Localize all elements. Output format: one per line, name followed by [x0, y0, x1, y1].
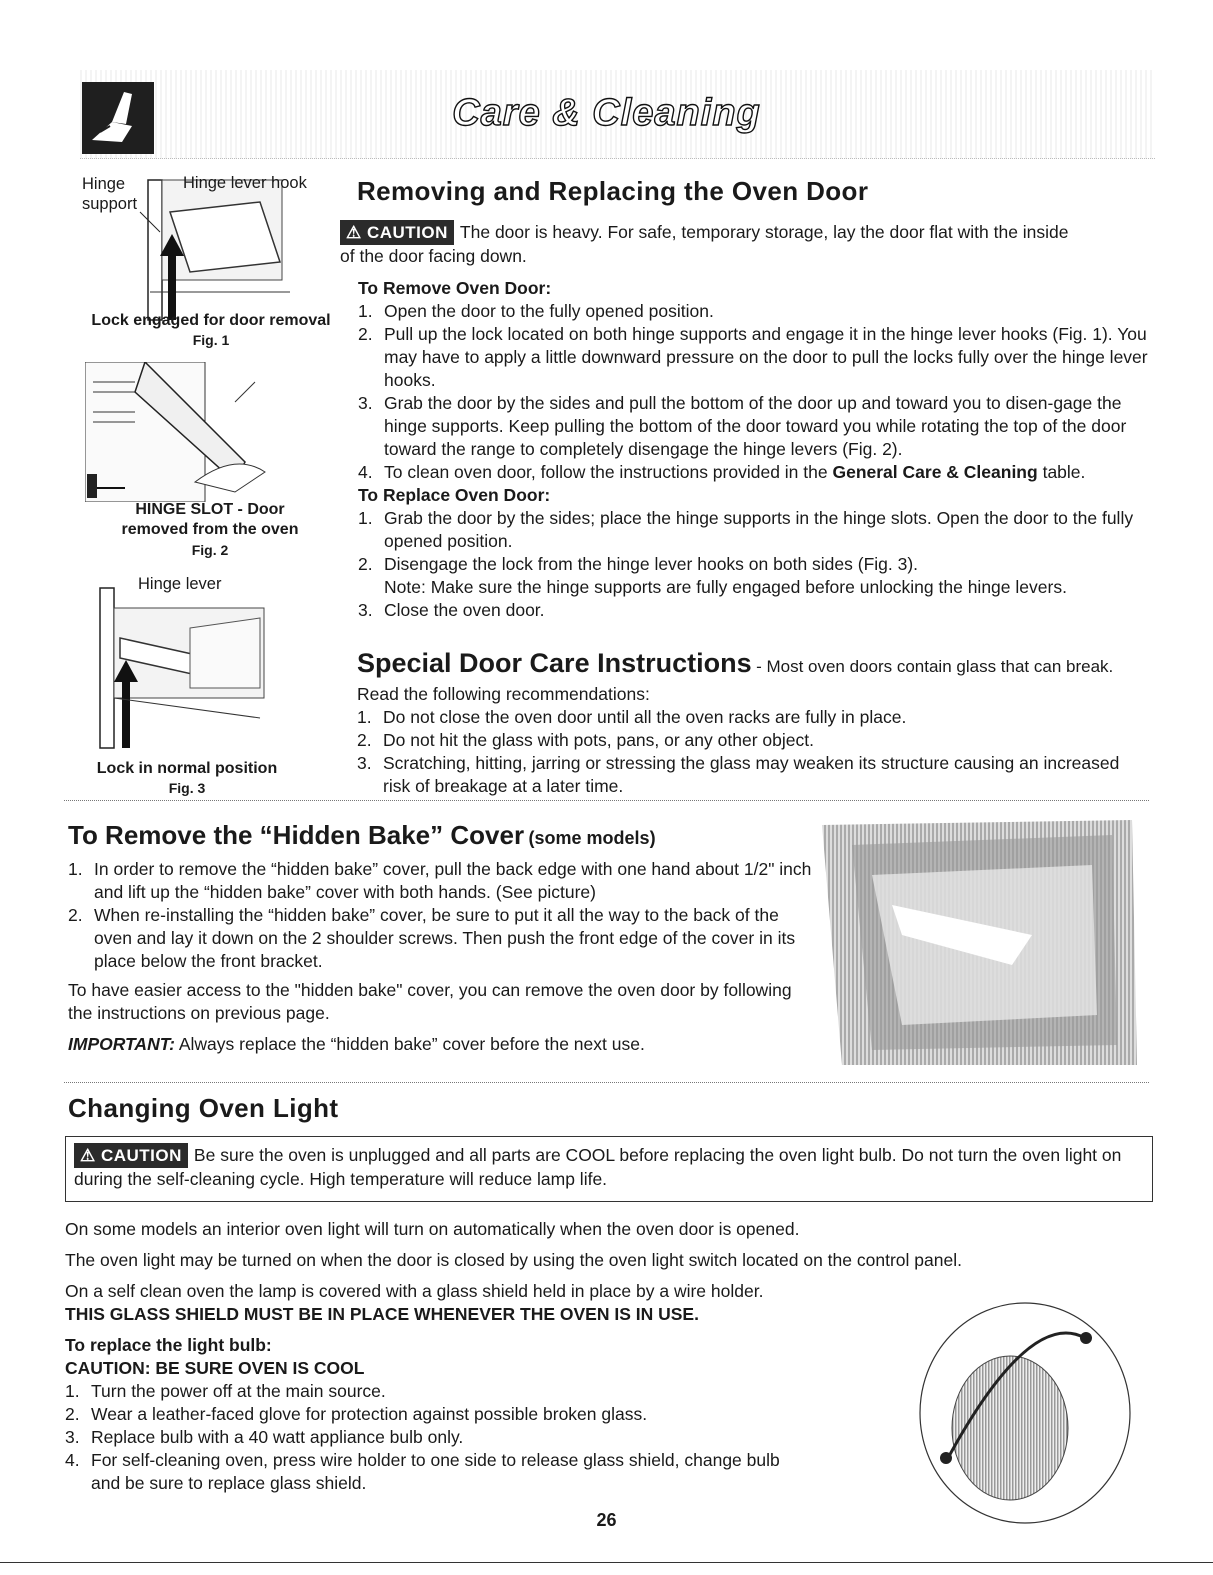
divider	[64, 800, 1149, 801]
light-step: 3. Replace bulb with a 40 watt appliance bulb only.	[65, 1427, 464, 1447]
replace-step: 2. Disengage the lock from the hinge lever hooks on both sides (Fig. 3). Note: Make sure the hinge supports are fully engaged before unlocking the hinge levers.	[358, 554, 1067, 597]
glass-shield-illustration	[910, 1288, 1140, 1533]
fig1-number: Fig. 1	[192, 332, 230, 348]
fig1-label-hinge-support: Hinge support	[82, 175, 138, 213]
replace-heading: To Replace Oven Door:	[358, 485, 551, 505]
divider	[64, 1082, 1149, 1083]
replace-step: 3. Close the oven door.	[358, 600, 545, 620]
remove-step: 3. Grab the door by the sides and pull the bottom of the door up and toward you to disen-gage the hinge supports. Keep pulling the bottom of the door toward you while rotating the top of the door toward the range to completely disengage the hinge levers (Fig. 2).	[358, 393, 1127, 459]
remove-heading: To Remove Oven Door:	[358, 278, 552, 298]
hidden-step: 2. When re-installing the “hidden bake” cover, be sure to put it all the way to the back of the oven and lay it down on the 2 shoulder screws. Then push the front edge of the cover in its place below the front bracket.	[68, 905, 796, 971]
door-caution-block	[340, 220, 1146, 268]
fig3-illustration	[90, 568, 290, 758]
special-step: 2. Do not hit the glass with pots, pans, or any other object.	[357, 730, 814, 750]
fig2-illustration	[85, 362, 335, 502]
fig2-caption-a: HINGE SLOT - Door	[135, 501, 285, 518]
light-caution-box	[65, 1136, 1153, 1202]
replace-step: 1. Grab the door by the sides; place the hinge supports in the hinge slots. Open the door to the fully opened position.	[358, 508, 1134, 551]
fig3-caption: Lock in normal position	[96, 760, 278, 777]
special-body: Read the following recommendations: 1. Do not close the oven door until all the oven racks are fully in place. 2. Do not hit the glass with pots, pans, or any other object. 3. Scratching, hitting, jarring or stressing the glass may weaken its structure causing an increased risk of breakage at a later time.	[357, 683, 1147, 798]
door-caution-text-1: The door is heavy. For safe, temporary storage, lay the door flat with the inside	[459, 222, 1069, 242]
special-step: 1. Do not close the oven door until all the oven racks are fully in place.	[357, 707, 907, 727]
section-title-door: Removing and Replacing the Oven Door	[357, 176, 869, 206]
remove-step: 4. To clean oven door, follow the instructions provided in the General Care & Cleaning table.	[358, 462, 1086, 482]
light-step: 1. Turn the power off at the main source.	[65, 1381, 386, 1401]
fig3-number: Fig. 3	[168, 780, 206, 796]
hidden-title-line: To Remove the “Hidden Bake” Cover (some models)	[68, 820, 656, 850]
special-title-line: Special Door Care Instructions - Most oven doors contain glass that can break.	[357, 648, 1114, 678]
hidden-step: 1. In order to remove the “hidden bake” cover, pull the back edge with one hand about 1/2" inch and lift up the “hidden bake” cover with both hands. (See picture)	[68, 859, 812, 902]
light-step: 2. Wear a leather-faced glove for protection against possible broken glass.	[65, 1404, 648, 1424]
door-instructions	[358, 277, 1148, 622]
fig1-label-hinge-lever-hook: Hinge lever hook	[183, 174, 307, 192]
section-title-special: Special Door Care Instructions	[357, 648, 752, 678]
remove-step: 1. Open the door to the fully opened position.	[358, 301, 714, 321]
fig2-caption-b: removed from the oven	[121, 521, 299, 538]
fig2-number: Fig. 2	[191, 542, 229, 558]
section-title-oven-light: Changing Oven Light	[68, 1093, 339, 1123]
page-number: 26	[596, 1510, 617, 1530]
hidden-body: 1. In order to remove the “hidden bake” cover, pull the back edge with one hand about 1/2" inch and lift up the “hidden bake” cover with both hands. (See picture) 2. When re-installing the “hidden bake” cover, be sure to put it all the way to the back of the oven and lay it down on the 2 shoulder screws. Then push the front edge of the cover in its place below the front bracket. To have easier access to the "hidden bake" cover, you can remove the oven door by following the instructions on previous page. IMPORTANT: Always replace the “hidden bake” cover before the next use.	[68, 858, 816, 1056]
light-body: On some models an interior oven light will turn on automatically when the oven door is opened. The oven light may be turned on when the door is closed by using the oven light switch located on the control panel. On a self clean oven the lamp is covered with a glass shield held in place by a wire holder. THIS GLASS SHIELD MUST BE IN PLACE WHENEVER THE OVEN IS IN USE. To replace the light bulb: CAUTION: BE SURE OVEN IS COOL 1. Turn the power off at the main source. 2. Wear a leather-faced glove for protection against possible broken glass. 3. Replace bulb with a 40 watt appliance bulb only. 4. For self-cleaning oven, press wire holder to one side to release glass shield, change bulb and be sure to replace glass shield.	[65, 1219, 962, 1493]
door-caution-text-2: of the door facing down.	[340, 246, 527, 266]
remove-step: 2. Pull up the lock located on both hinge supports and engage it in the hinge lever hooks (Fig. 1). You may have to apply a little downward pressure on the door to pull the locks fully over the hinge lever hooks.	[358, 324, 1148, 390]
light-caution-text: Be sure the oven is unplugged and all parts are COOL before replacing the oven light bulb. Do not turn the oven light on during the self-cleaning cycle. High temperature will reduce lamp life.	[74, 1145, 1122, 1189]
caution-badge: ⚠ CAUTION	[74, 1143, 188, 1168]
hidden-bake-photo	[812, 815, 1144, 1070]
special-step: 3. Scratching, hitting, jarring or stressing the glass may weaken its structure causing an increased risk of breakage at a later time.	[357, 753, 1120, 796]
caution-badge: ⚠ CAUTION	[340, 220, 454, 245]
bottom-rule	[0, 1562, 1213, 1563]
fig3-label-hinge-lever: Hinge lever	[138, 575, 222, 593]
section-title-hidden-bake: To Remove the “Hidden Bake” Cover	[68, 820, 525, 850]
fig1-caption: Lock engaged for door removal	[91, 312, 331, 329]
light-step: 4. For self-cleaning oven, press wire holder to one side to release glass shield, change bulb and be sure to replace glass shield.	[65, 1450, 780, 1493]
page-title: Care & Cleaning	[452, 92, 761, 134]
